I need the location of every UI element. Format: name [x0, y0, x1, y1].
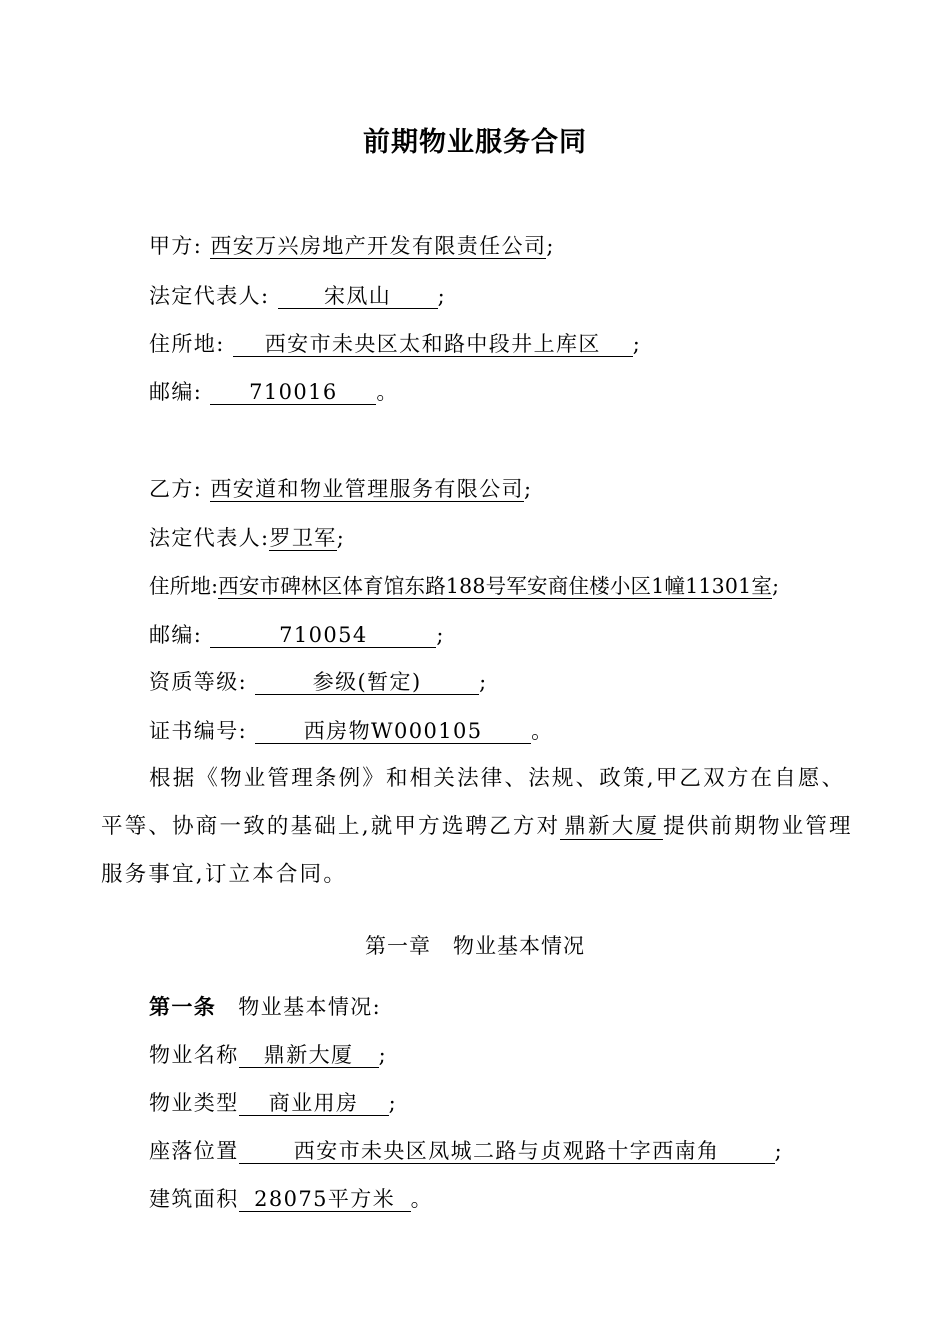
- property-type: 商业用房: [239, 1091, 389, 1116]
- party-a-zip: 710016: [210, 380, 376, 405]
- party-a-zip-label: 邮编:: [149, 380, 203, 404]
- property-location-end: ;: [774, 1139, 784, 1163]
- party-b-zip-label: 邮编:: [149, 623, 203, 647]
- party-a-name-line: [149, 231, 555, 261]
- party-b-grade-label: 资质等级:: [149, 670, 248, 694]
- article-1-text: 物业基本情况:: [238, 995, 382, 1019]
- property-name-end: ;: [378, 1043, 388, 1067]
- party-b-addr: 西安市碑林区体育馆东路188号军安商住楼小区1幢11301室: [218, 574, 773, 598]
- party-a-addr: 西安市未央区太和路中段井上库区: [233, 332, 633, 357]
- party-a-name-end: ;: [546, 234, 555, 258]
- property-area-end: 。: [410, 1187, 434, 1211]
- property-area-line: [149, 1184, 433, 1214]
- party-a-rep-label: 法定代表人:: [149, 284, 270, 308]
- property-area-label: 建筑面积: [149, 1187, 239, 1211]
- property-location: 西安市未央区凤城二路与贞观路十字西南角: [239, 1139, 775, 1164]
- party-a-label: 甲方:: [149, 234, 203, 258]
- party-a-zip-end: 。: [376, 380, 399, 404]
- party-a-addr-label: 住所地:: [149, 332, 225, 356]
- property-type-label: 物业类型: [149, 1091, 239, 1115]
- article-1-label: 第一条: [149, 995, 217, 1019]
- party-a-rep-line: [149, 281, 446, 311]
- property-location-line: [149, 1136, 783, 1166]
- party-b-addr-label: 住所地:: [149, 574, 219, 598]
- property-name: 鼎新大厦: [239, 1043, 379, 1068]
- party-b-zip: 710054: [210, 623, 436, 648]
- property-area: 28075平方米: [239, 1187, 411, 1212]
- article-1-line: [149, 992, 381, 1022]
- party-b-cert-line: [149, 716, 554, 746]
- preamble-part2: 提供前期物业管理服务事宜,订立本合同。: [101, 814, 853, 887]
- party-b-zip-end: ;: [436, 623, 445, 647]
- party-b-cert-label: 证书编号:: [149, 719, 248, 743]
- party-b-rep-end: ;: [336, 526, 346, 550]
- party-b-addr-end: ;: [772, 574, 780, 598]
- party-b-name-end: ;: [523, 477, 533, 501]
- property-location-label: 座落位置: [149, 1139, 239, 1163]
- preamble-part1: 根据《物业管理条例》和相关法律、法规、政策,甲乙双方在自愿、平等、协商一致的基础上,就甲方选聘乙方对: [101, 766, 846, 839]
- party-b-name-line: [149, 474, 532, 504]
- party-b-cert-end: 。: [531, 719, 554, 743]
- party-b-addr-line: [149, 571, 779, 601]
- property-name-line: [149, 1040, 387, 1070]
- party-a-name: 西安万兴房地产开发有限责任公司: [210, 234, 547, 258]
- party-b-name: 西安道和物业管理服务有限公司: [210, 477, 524, 501]
- party-b-rep-label: 法定代表人:: [149, 526, 270, 550]
- party-b-zip-line: [149, 620, 445, 650]
- party-a-addr-line: [149, 329, 641, 359]
- party-b-grade-end: ;: [479, 670, 488, 694]
- party-b-rep: 罗卫军: [269, 526, 337, 550]
- party-b-grade-line: [149, 667, 488, 697]
- party-a-addr-end: ;: [632, 332, 642, 356]
- party-b-rep-line: [149, 523, 345, 553]
- party-b-cert: 西房物W000105: [255, 719, 531, 744]
- party-b-label: 乙方:: [149, 477, 203, 501]
- property-type-line: [149, 1088, 397, 1118]
- preamble-paragraph: [101, 755, 853, 899]
- preamble-property: 鼎新大厦: [560, 815, 663, 840]
- property-name-label: 物业名称: [149, 1043, 239, 1067]
- party-a-rep: 宋凤山: [278, 284, 438, 309]
- property-type-end: ;: [388, 1091, 398, 1115]
- party-a-zip-line: [149, 377, 399, 407]
- document-title: 前期物业服务合同: [363, 127, 587, 158]
- party-b-grade: 参级(暂定): [255, 670, 479, 695]
- chapter-heading: 第一章 物业基本情况: [365, 934, 585, 958]
- party-a-rep-end: ;: [437, 284, 447, 308]
